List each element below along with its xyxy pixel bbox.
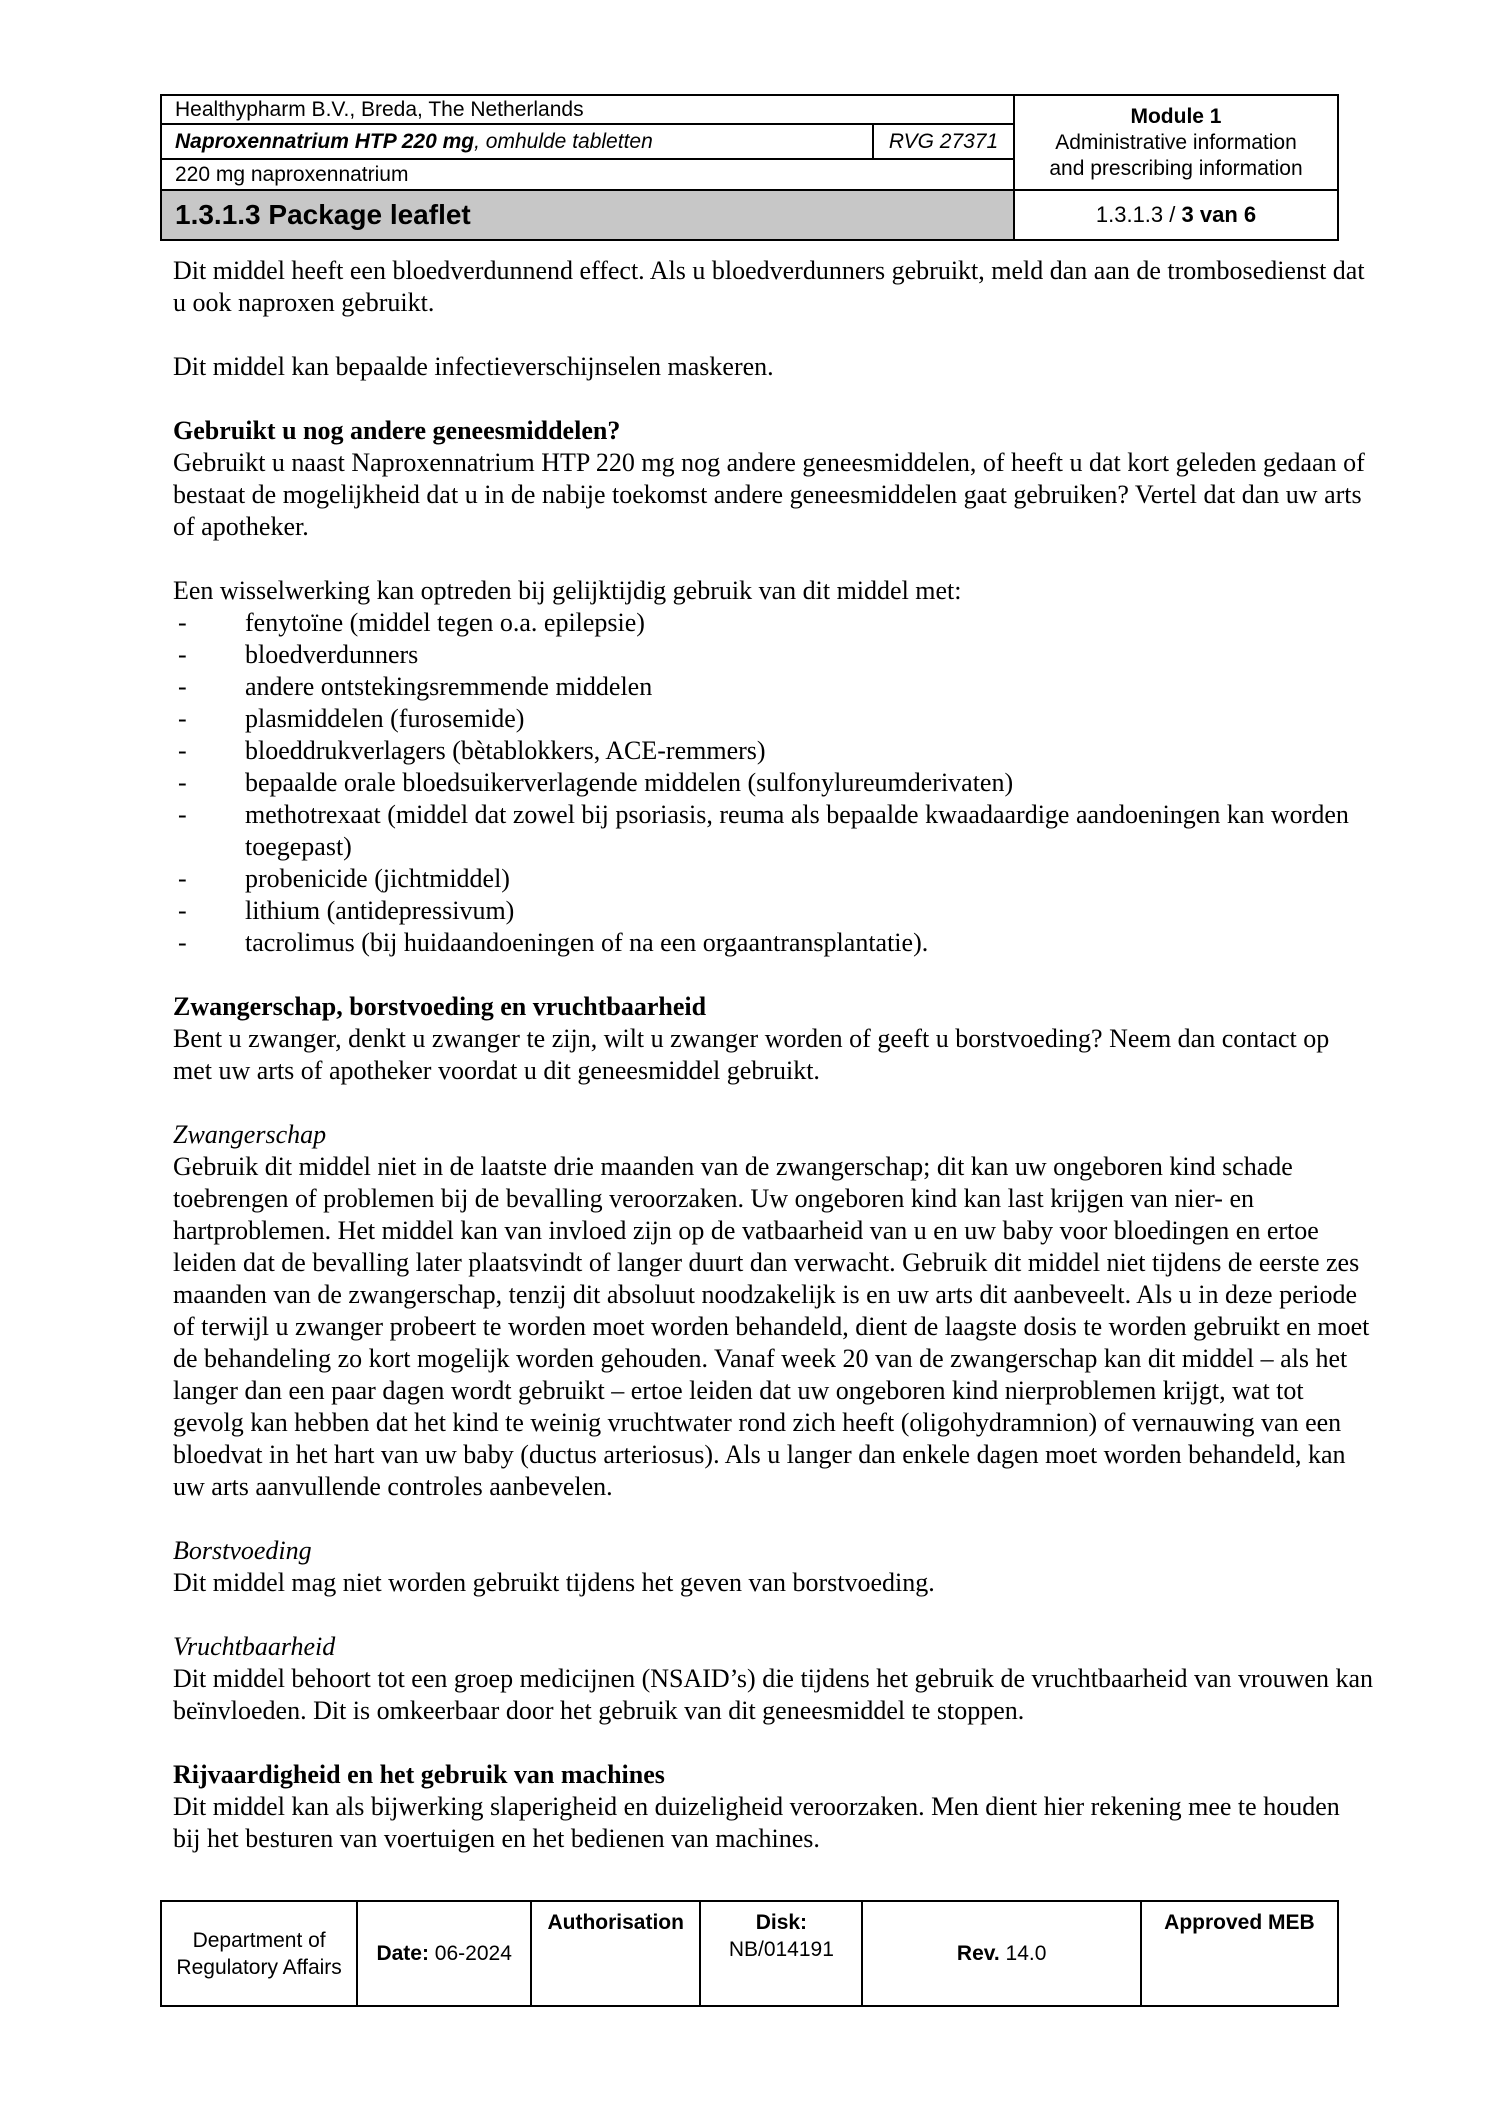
module-line2: Administrative information xyxy=(1055,130,1297,154)
footer-cell-line: Department of Regulatory Affairs xyxy=(176,1928,342,1979)
paragraph: Dit middel heeft een bloedverdunnend effect. Als u bloedverdunners gebruikt, meld dan aan de trombosedienst dat u ook naproxen gebruikt. xyxy=(173,256,1365,317)
footer-cell-label: Authorisation xyxy=(547,1911,684,1934)
footer-cell xyxy=(863,1902,1141,2005)
list-item xyxy=(173,799,1373,863)
paragraph: Dit middel behoort tot een groep medicijnen (NSAID’s) die tijdens het gebruik de vruchtbaarheid van vrouwen kan beïnvloeden. Dit is omkeerbaar door het gebruik van dit geneesmiddel te stoppen. xyxy=(173,1664,1373,1725)
list-bullet: - xyxy=(178,640,187,669)
body-content xyxy=(173,255,1373,1855)
paragraph: Gebruikt u naast Naproxennatrium HTP 220 mg nog andere geneesmiddelen, of heeft u dat kort geleden gedaan of bestaat de mogelijkheid dat u in de nabije toekomst andere geneesmiddelen gaat gebruiken? Vertel dat dan uw arts of apotheker. xyxy=(173,448,1365,541)
list-bullet: - xyxy=(178,800,187,829)
list-item-text: bepaalde orale bloedsuikerverlagende middelen (sulfonylureumderivaten) xyxy=(245,768,1014,797)
company-name: Healthypharm B.V., Breda, The Netherlands xyxy=(175,97,584,121)
list-bullet: - xyxy=(178,768,187,797)
blank-line xyxy=(173,959,1373,991)
page-ref-number: 3 van 6 xyxy=(1181,202,1257,227)
list-item xyxy=(173,927,1373,959)
list-item-text: andere ontstekingsremmende middelen xyxy=(245,672,653,701)
list-item xyxy=(173,703,1373,735)
list-item xyxy=(173,767,1373,799)
rvg-cell xyxy=(872,125,1013,158)
footer-cell-label: Rev. xyxy=(956,1942,1000,1965)
list-bullet: - xyxy=(178,704,187,733)
footer-cell xyxy=(358,1902,532,2005)
module-title: Module 1 xyxy=(1130,104,1222,128)
module-line3: and prescribing information xyxy=(1049,156,1303,180)
footer-cell-line: Rev. 14.0 xyxy=(956,1942,1047,1965)
list-bullet: - xyxy=(178,896,187,925)
list-item-text: bloedverdunners xyxy=(245,640,419,669)
list-item-text: plasmiddelen (furosemide) xyxy=(245,704,525,733)
footer-cell-label: Approved MEB xyxy=(1164,1911,1315,1934)
subsection-heading: Zwangerschap xyxy=(173,1120,327,1149)
blank-line xyxy=(173,1599,1373,1631)
paragraph: Bent u zwanger, denkt u zwanger te zijn, wilt u zwanger worden of geeft u borstvoeding? Neem dan contact op met uw arts of apotheker voordat u dit geneesmiddel gebruikt. xyxy=(173,1024,1330,1085)
header-left-block xyxy=(162,96,1015,239)
list-bullet: - xyxy=(178,864,187,893)
footer-cell-line xyxy=(1164,1909,1315,1936)
page-reference-cell xyxy=(1015,191,1337,239)
paragraph: Dit middel kan bepaalde infectieverschijnselen maskeren. xyxy=(173,352,774,381)
list-bullet: - xyxy=(178,736,187,765)
footer-cell xyxy=(162,1902,358,2005)
list-item xyxy=(173,863,1373,895)
section-heading: Zwangerschap, borstvoeding en vruchtbaarheid xyxy=(173,992,707,1021)
footer-cell xyxy=(1142,1902,1337,2005)
blank-line xyxy=(173,319,1373,351)
list-bullet: - xyxy=(178,928,187,957)
paragraph: Een wisselwerking kan optreden bij gelijktijdig gebruik van dit middel met: xyxy=(173,576,962,605)
paragraph: Dit middel kan als bijwerking slaperigheid en duizeligheid veroorzaken. Men dient hier rekening mee te houden bij het besturen van voertuigen en het bedienen van machines. xyxy=(173,1792,1340,1853)
list-item-text: lithium (antidepressivum) xyxy=(245,896,515,925)
footer-cell-label: Disk: xyxy=(755,1911,808,1934)
company-row xyxy=(162,96,1013,125)
paragraph: Dit middel mag niet worden gebruikt tijdens het geven van borstvoeding. xyxy=(173,1568,935,1597)
footer-cell xyxy=(532,1902,701,2005)
strength-text: 220 mg naproxennatrium xyxy=(175,162,409,186)
footer-cell-line: Date: 06-2024 xyxy=(376,1942,512,1965)
list-item-text: fenytoïne (middel tegen o.a. epilepsie) xyxy=(245,608,645,637)
header-table xyxy=(160,94,1339,241)
list-bullet: - xyxy=(178,672,187,701)
blank-line xyxy=(173,1087,1373,1119)
blank-line xyxy=(173,543,1373,575)
list-item xyxy=(173,671,1373,703)
section-title-bar xyxy=(162,191,1013,239)
rvg-number: RVG 27371 xyxy=(888,129,999,153)
product-form: , omhulde tabletten xyxy=(474,129,653,153)
list-item xyxy=(173,895,1373,927)
blank-line xyxy=(173,383,1373,415)
list-item-text: probenicide (jichtmiddel) xyxy=(245,864,510,893)
section-title: 1.3.1.3 Package leaflet xyxy=(175,199,471,230)
list-item xyxy=(173,607,1373,639)
footer-table xyxy=(160,1900,1339,2007)
product-name: Naproxennatrium HTP 220 mg xyxy=(175,129,475,153)
section-heading: Rijvaardigheid en het gebruik van machines xyxy=(173,1760,665,1789)
list-item xyxy=(173,639,1373,671)
blank-line xyxy=(173,1727,1373,1759)
strength-row xyxy=(162,160,1013,191)
list-item xyxy=(173,735,1373,767)
header-right-block xyxy=(1015,96,1337,239)
page-ref-prefix: 1.3.1.3 / xyxy=(1095,202,1182,227)
footer-cell-value: NB/014191 xyxy=(728,1938,834,1961)
subsection-heading: Vruchtbaarheid xyxy=(173,1632,336,1661)
footer-cell-label: Date: xyxy=(376,1942,429,1965)
subsection-heading: Borstvoeding xyxy=(173,1536,312,1565)
section-heading: Gebruikt u nog andere geneesmiddelen? xyxy=(173,416,621,445)
list-item-text: methotrexaat (middel dat zowel bij psoriasis, reuma als bepaalde kwaadaardige aandoeningen kan worden toegepast) xyxy=(245,800,1349,861)
list-item-text: tacrolimus (bij huidaandoeningen of na een orgaantransplantatie). xyxy=(245,928,929,957)
product-cell xyxy=(162,130,872,154)
blank-line xyxy=(173,1503,1373,1535)
list-item-text: bloeddrukverlagers (bètablokkers, ACE-remmers) xyxy=(245,736,766,765)
list-bullet: - xyxy=(178,608,187,637)
product-row xyxy=(162,125,1013,160)
paragraph: Gebruik dit middel niet in de laatste drie maanden van de zwangerschap; dit kan uw ongeboren kind schade toebrengen of problemen bij de bevalling veroorzaken. Uw ongeboren kind kan last krijgen van nier- en hartproblemen. Het middel kan van invloed zijn op de vatbaarheid van u en uw baby voor bloedingen en ertoe leiden dat de bevalling later plaatsvindt of langer duurt dan verwacht. Gebruik dit middel niet tijdens de eerste zes maanden van de zwangerschap, tenzij dit absoluut noodzakelijk is en uw arts dit aanbeveelt. Als u in deze periode of terwijl u zwanger probeert te worden moet worden behandeld, dient de laagste dosis te worden gebruikt en moet de behandeling zo kort mogelijk worden gehouden. Vanaf week 20 van de zwangerschap kan dit middel – als het langer dan een paar dagen wordt gebruikt – ertoe leiden dat uw ongeboren kind nierproblemen krijgt, wat tot gevolg kan hebben dat het kind te weinig vruchtwater rond zich heeft (oligohydramnion) of vernauwing van een bloedvat in het hart van uw baby (ductus arteriosus). Als u langer dan enkele dagen moet worden behandeld, kan uw arts aanvullende controles aanbevelen. xyxy=(173,1152,1370,1501)
footer-cell xyxy=(701,1902,863,2005)
module-cell xyxy=(1015,96,1337,191)
footer-cell-line xyxy=(547,1909,684,1936)
